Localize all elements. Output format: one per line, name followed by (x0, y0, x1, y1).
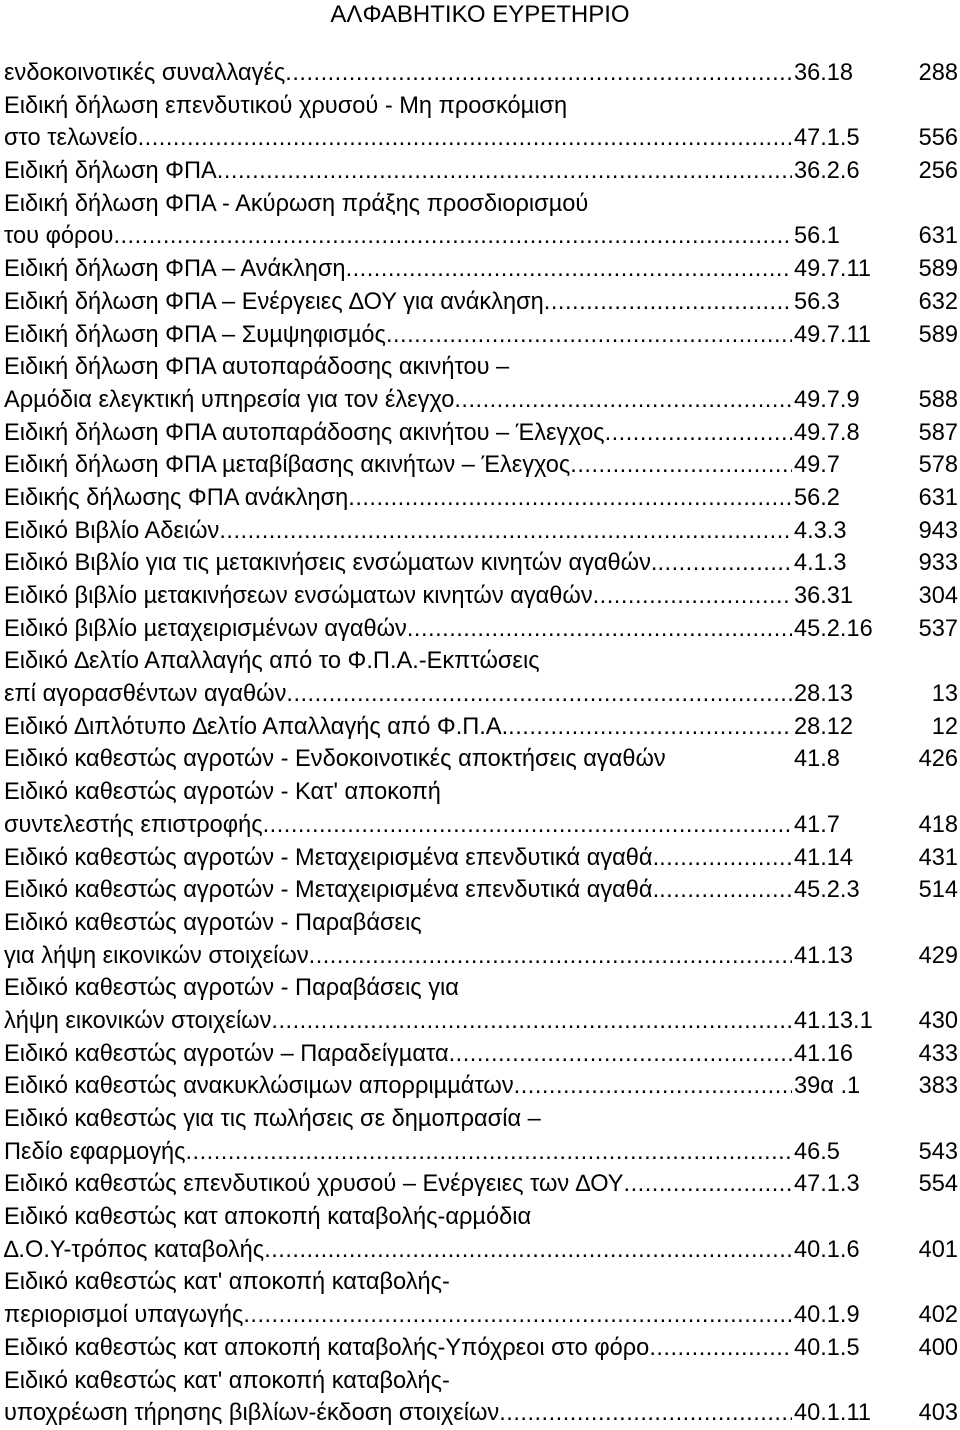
index-entry (0, 776, 960, 841)
index-entry-line (0, 1365, 960, 1398)
index-entry (0, 842, 960, 875)
dot-leader (508, 711, 792, 744)
entry-page-number: 433 (918, 1040, 958, 1067)
entry-term: Ειδικό καθεστώς αγροτών - Ενδοκοινοτικές αποκτήσεις αγαθών (4, 746, 666, 773)
index-entry-line-final (0, 253, 960, 286)
entry-term: υποχρέωση τήρησης βιβλίων-έκδοση στοιχείων (4, 1400, 500, 1427)
entry-section-ref: 41.14 (794, 844, 854, 871)
index-entry-line-final (0, 1332, 960, 1365)
index-entry-line-final (0, 319, 960, 352)
index-entry-line-final (0, 482, 960, 515)
index-entry-line-final (0, 711, 960, 744)
entry-term: για λήψη εικονικών στοιχείων (4, 942, 309, 969)
index-entry-line (0, 351, 960, 384)
index-entry (0, 613, 960, 646)
entry-page-number: 587 (918, 419, 958, 446)
index-entry-line-final (0, 122, 960, 155)
entry-term: Ειδική δήλωση επενδυτικού χρυσού - Μη προσκόµιση (4, 92, 568, 119)
entry-term: Ειδική δήλωση ΦΠΑ - Ακύρωση πράξης προσδιορισµού (4, 190, 589, 217)
index-entry-line (0, 907, 960, 940)
index-entry-line-final (0, 384, 960, 417)
entry-page-number: 12 (931, 713, 958, 740)
index-entry (0, 319, 960, 352)
index-entries (0, 57, 960, 1430)
index-entry-line-final (0, 57, 960, 90)
entry-page-number: 578 (918, 452, 958, 479)
entry-section-ref: 45.2.16 (794, 615, 873, 642)
index-entry-line (0, 1266, 960, 1299)
entry-term: Ειδικό καθεστώς αγροτών - Μεταχειρισµένα επενδυτικά αγαθά. (4, 877, 660, 904)
entry-page-number: 402 (918, 1302, 958, 1329)
entry-page-number: 933 (918, 550, 958, 577)
entry-page-number: 631 (918, 484, 958, 511)
entry-section-ref: 36.31 (794, 583, 854, 609)
dot-leader (346, 253, 792, 286)
dot-leader (186, 1136, 793, 1169)
entry-section-ref: 49.7.8 (794, 419, 860, 446)
dot-leader (449, 1038, 792, 1071)
entry-section-ref: 4.1.3 (794, 550, 847, 577)
entry-section-ref: 28.12 (794, 713, 854, 740)
entry-term: Ειδικό καθεστώς αγροτών – Παραδείγµατα (4, 1040, 449, 1067)
dot-leader (113, 220, 792, 253)
entry-section-ref: 40.1.6 (794, 1236, 860, 1263)
entry-term: Ειδικό Βιβλίο Αδειών (4, 517, 220, 544)
index-entry-line (0, 188, 960, 221)
entry-page-number: 632 (918, 288, 958, 315)
dot-leader (309, 940, 792, 973)
entry-term: ενδοκοινοτικές συναλλαγές (4, 60, 286, 86)
entry-page-number: 589 (918, 321, 958, 348)
entry-term: Ειδικό ∆ιπλότυπο ∆ελτίο Απαλλαγής από Φ.Π.Α. (4, 713, 509, 740)
entry-section-ref: 56.2 (794, 484, 840, 511)
entry-term: Ειδική δήλωση ΦΠΑ – Ενέργειες ∆ΟΥ για ανάκληση (4, 288, 544, 315)
dot-leader (514, 1070, 792, 1103)
index-entry (0, 874, 960, 907)
dot-leader (348, 482, 792, 515)
dot-leader (264, 1234, 792, 1267)
entry-term: Ειδικό καθεστώς ανακυκλώσιµων απορριµµάτων (4, 1073, 514, 1100)
index-entry (0, 711, 960, 744)
index-entry-line (0, 1103, 960, 1136)
entry-page-number: 426 (918, 746, 958, 773)
entry-term: επί αγορασθέντων αγαθών (4, 681, 287, 708)
dot-leader (593, 580, 792, 613)
entry-term: Ειδικό Βιβλίο για τις µετακινήσεις ενσώµατων κινητών αγαθών. (4, 550, 658, 577)
entry-term: Πεδίο εφαρµογής (4, 1138, 186, 1165)
entry-section-ref: 49.7 (794, 452, 840, 479)
entry-section-ref: 41.8 (794, 746, 840, 773)
index-entry (0, 1365, 960, 1430)
entry-section-ref: 49.7.11 (794, 256, 871, 283)
entry-page-number: 429 (918, 942, 958, 969)
entry-section-ref: 49.7.9 (794, 386, 860, 413)
index-entry (0, 1168, 960, 1201)
index-entry-line-final (0, 1299, 960, 1332)
entry-term: Ειδικό καθεστώς για τις πωλήσεις σε δηµοπρασία – (4, 1106, 541, 1132)
entry-term: Ειδικό ∆ελτίο Απαλλαγής από το Φ.Π.Α.-Εκπτώσεις (4, 648, 540, 675)
index-entry-line-final (0, 1070, 960, 1103)
entry-page-number: 588 (918, 386, 958, 413)
entry-page-number: 554 (918, 1171, 958, 1198)
entry-term: Ειδικό καθεστώς αγροτών - Παραβάσεις για (4, 975, 459, 1002)
index-entry-line-final (0, 286, 960, 319)
entry-term: ∆.Ο.Υ-τρόπος καταβολής (4, 1236, 265, 1263)
index-entry-line-final (0, 940, 960, 973)
entry-term: Αρµόδια ελεγκτική υπηρεσία για τον έλεγχο (4, 386, 455, 413)
entry-section-ref: 49.7.11 (794, 321, 871, 348)
entry-page-number: 537 (918, 615, 958, 642)
dot-leader (649, 1332, 792, 1365)
entry-page-number: 589 (918, 256, 958, 283)
index-entry-line-final (0, 417, 960, 450)
dot-leader (263, 809, 792, 842)
dot-leader (454, 384, 792, 417)
entry-term: Ειδικό καθεστώς αγροτών - Μεταχειρισµένα επενδυτικά αγαθά. (4, 844, 660, 871)
entry-section-ref: 41.16 (794, 1040, 854, 1067)
dot-leader (659, 842, 792, 875)
entry-term: Ειδικό καθεστώς αγροτών - Παραβάσεις (4, 909, 422, 936)
dot-leader (624, 1168, 792, 1201)
entry-term: Ειδική δήλωση ΦΠΑ – Ανάκληση (4, 256, 346, 283)
index-entry (0, 417, 960, 450)
dot-leader (386, 319, 792, 352)
index-entry (0, 90, 960, 155)
dot-leader (219, 515, 792, 548)
index-entry-line (0, 776, 960, 809)
index-entry (0, 57, 960, 90)
index-entry-line-final (0, 515, 960, 548)
entry-section-ref: 56.3 (794, 288, 840, 315)
index-entry-line-final (0, 809, 960, 842)
entry-section-ref: 28.13 (794, 681, 854, 708)
entry-section-ref: 40.1.11 (794, 1400, 871, 1427)
index-entry-line-final (0, 1136, 960, 1169)
index-entry (0, 351, 960, 416)
entry-section-ref: 47.1.5 (794, 125, 860, 152)
index-entry (0, 580, 960, 613)
index-entry-line (0, 90, 960, 123)
index-entry-line (0, 645, 960, 678)
entry-page-number: 556 (918, 125, 958, 152)
entry-page-number: 256 (918, 158, 958, 185)
index-entry (0, 1103, 960, 1168)
entry-term: Ειδικό καθεστώς κατ αποκοπή καταβολής-αρµόδια (4, 1204, 532, 1231)
index-entry (0, 188, 960, 253)
entry-page-number: 631 (918, 223, 958, 250)
dot-leader (271, 1005, 792, 1038)
entry-page-number: 543 (918, 1138, 958, 1165)
dot-leader (243, 1299, 792, 1332)
index-entry (0, 1038, 960, 1071)
entry-page-number: 288 (918, 60, 958, 86)
dot-leader (285, 57, 792, 90)
index-entry-line-final (0, 449, 960, 482)
entry-term: Ειδική δήλωση ΦΠΑ αυτοπαράδοσης ακινήτου – Έλεγχος (4, 419, 605, 446)
entry-section-ref: 47.1.3 (794, 1171, 860, 1198)
index-entry-line (0, 1201, 960, 1234)
index-entry (0, 743, 960, 776)
entry-page-number: 943 (918, 517, 958, 544)
entry-page-number: 418 (918, 811, 958, 838)
dot-leader (286, 678, 792, 711)
entry-section-ref: 40.1.5 (794, 1334, 860, 1361)
entry-term: Ειδική δήλωση ΦΠΑ (4, 158, 217, 185)
entry-term: Ειδικό καθεστώς κατ αποκοπή καταβολής-Υπόχρεοι στο φόρο (4, 1334, 650, 1361)
entry-term: Ειδική δήλωση ΦΠΑ µεταβίβασης ακινήτων – Έλεγχος (4, 452, 571, 479)
dot-leader (499, 1397, 792, 1430)
entry-page-number: 430 (918, 1007, 958, 1034)
dot-leader (570, 449, 792, 482)
entry-section-ref: 36.18 (794, 60, 854, 86)
index-entry (0, 286, 960, 319)
index-entry-line (0, 972, 960, 1005)
entry-section-ref: 56.1 (794, 223, 840, 250)
entry-page-number: 383 (918, 1073, 958, 1100)
dot-leader (605, 417, 792, 450)
index-entry-line-final (0, 613, 960, 646)
dot-leader (407, 613, 792, 646)
entry-term: Ειδική δήλωση ΦΠΑ – Συµψηφισµός (4, 321, 386, 348)
index-entry (0, 907, 960, 972)
index-entry (0, 1201, 960, 1266)
entry-section-ref: 4.3.3 (794, 517, 847, 544)
index-entry (0, 1070, 960, 1103)
index-entry (0, 972, 960, 1037)
index-entry-line-final (0, 1038, 960, 1071)
entry-section-ref: 41.7 (794, 811, 840, 838)
page-title: ΑΛΦΑΒΗΤΙΚΟ ΕΥΡΕΤΗΡΙΟ (330, 1, 630, 28)
dot-leader (217, 155, 792, 188)
entry-section-ref: 41.13 (794, 942, 854, 969)
entry-page-number: 514 (918, 877, 958, 904)
index-entry (0, 482, 960, 515)
entry-term: περιορισµοί υπαγωγής (4, 1302, 244, 1329)
entry-page-number: 431 (918, 844, 958, 871)
entry-term: Ειδικής δήλωσης ΦΠΑ ανάκληση (4, 484, 349, 511)
index-entry-line-final (0, 678, 960, 711)
index-entry (0, 645, 960, 710)
entry-term: Ειδικό βιβλίο µεταχειρισµένων αγαθών (4, 615, 407, 642)
entry-term: Ειδική δήλωση ΦΠΑ αυτοπαράδοσης ακινήτου – (4, 354, 510, 381)
entry-term: Ειδικό βιβλίο µετακινήσεων ενσώµατων κινητών αγαθών (4, 583, 593, 609)
index-entry-line-final (0, 220, 960, 253)
entry-term: λήψη εικονικών στοιχείων (4, 1007, 272, 1034)
entry-page-number: 401 (918, 1236, 958, 1263)
index-entry (0, 1266, 960, 1331)
entry-page-number: 400 (918, 1334, 958, 1361)
entry-term: του φόρου (4, 223, 114, 250)
dot-leader (544, 286, 792, 319)
index-entry-line-final (0, 580, 960, 613)
index-entry-line-final (0, 1168, 960, 1201)
index-entry-line-final (0, 842, 960, 875)
index-entry (0, 449, 960, 482)
entry-page-number: 304 (918, 583, 958, 609)
index-entry (0, 253, 960, 286)
entry-term: Ειδικό καθεστώς κατ' αποκοπή καταβολής- (4, 1269, 450, 1296)
entry-section-ref: 36.2.6 (794, 158, 860, 185)
index-entry (0, 155, 960, 188)
entry-section-ref: 39α .1 (794, 1073, 861, 1100)
index-entry (0, 547, 960, 580)
entry-term: Ειδικό καθεστώς επενδυτικού χρυσού – Ενέργειες των ∆ΟΥ (4, 1171, 624, 1198)
entry-term: Ειδικό καθεστώς αγροτών - Κατ' αποκοπή (4, 779, 441, 806)
index-entry-line-final (0, 874, 960, 907)
dot-leader (659, 874, 792, 907)
index-entry (0, 1332, 960, 1365)
entry-page-number: 13 (931, 681, 958, 708)
index-entry-line-final (0, 547, 960, 580)
entry-page-number: 403 (918, 1400, 958, 1427)
dot-leader (138, 122, 792, 155)
entry-term: συντελεστής επιστροφής (4, 811, 263, 838)
index-entry-line-final (0, 1397, 960, 1430)
entry-section-ref: 40.1.9 (794, 1302, 860, 1329)
index-entry-line-final (0, 155, 960, 188)
index-entry (0, 515, 960, 548)
entry-section-ref: 46.5 (794, 1138, 840, 1165)
entry-section-ref: 41.13.1 (794, 1007, 873, 1034)
index-entry-line-final (0, 743, 960, 776)
index-entry-line-final (0, 1234, 960, 1267)
entry-section-ref: 45.2.3 (794, 877, 860, 904)
entry-term: στο τελωνείο (4, 125, 138, 152)
dot-leader (657, 547, 792, 580)
entry-term: Ειδικό καθεστώς κατ' αποκοπή καταβολής- (4, 1367, 450, 1394)
index-entry-line-final (0, 1005, 960, 1038)
